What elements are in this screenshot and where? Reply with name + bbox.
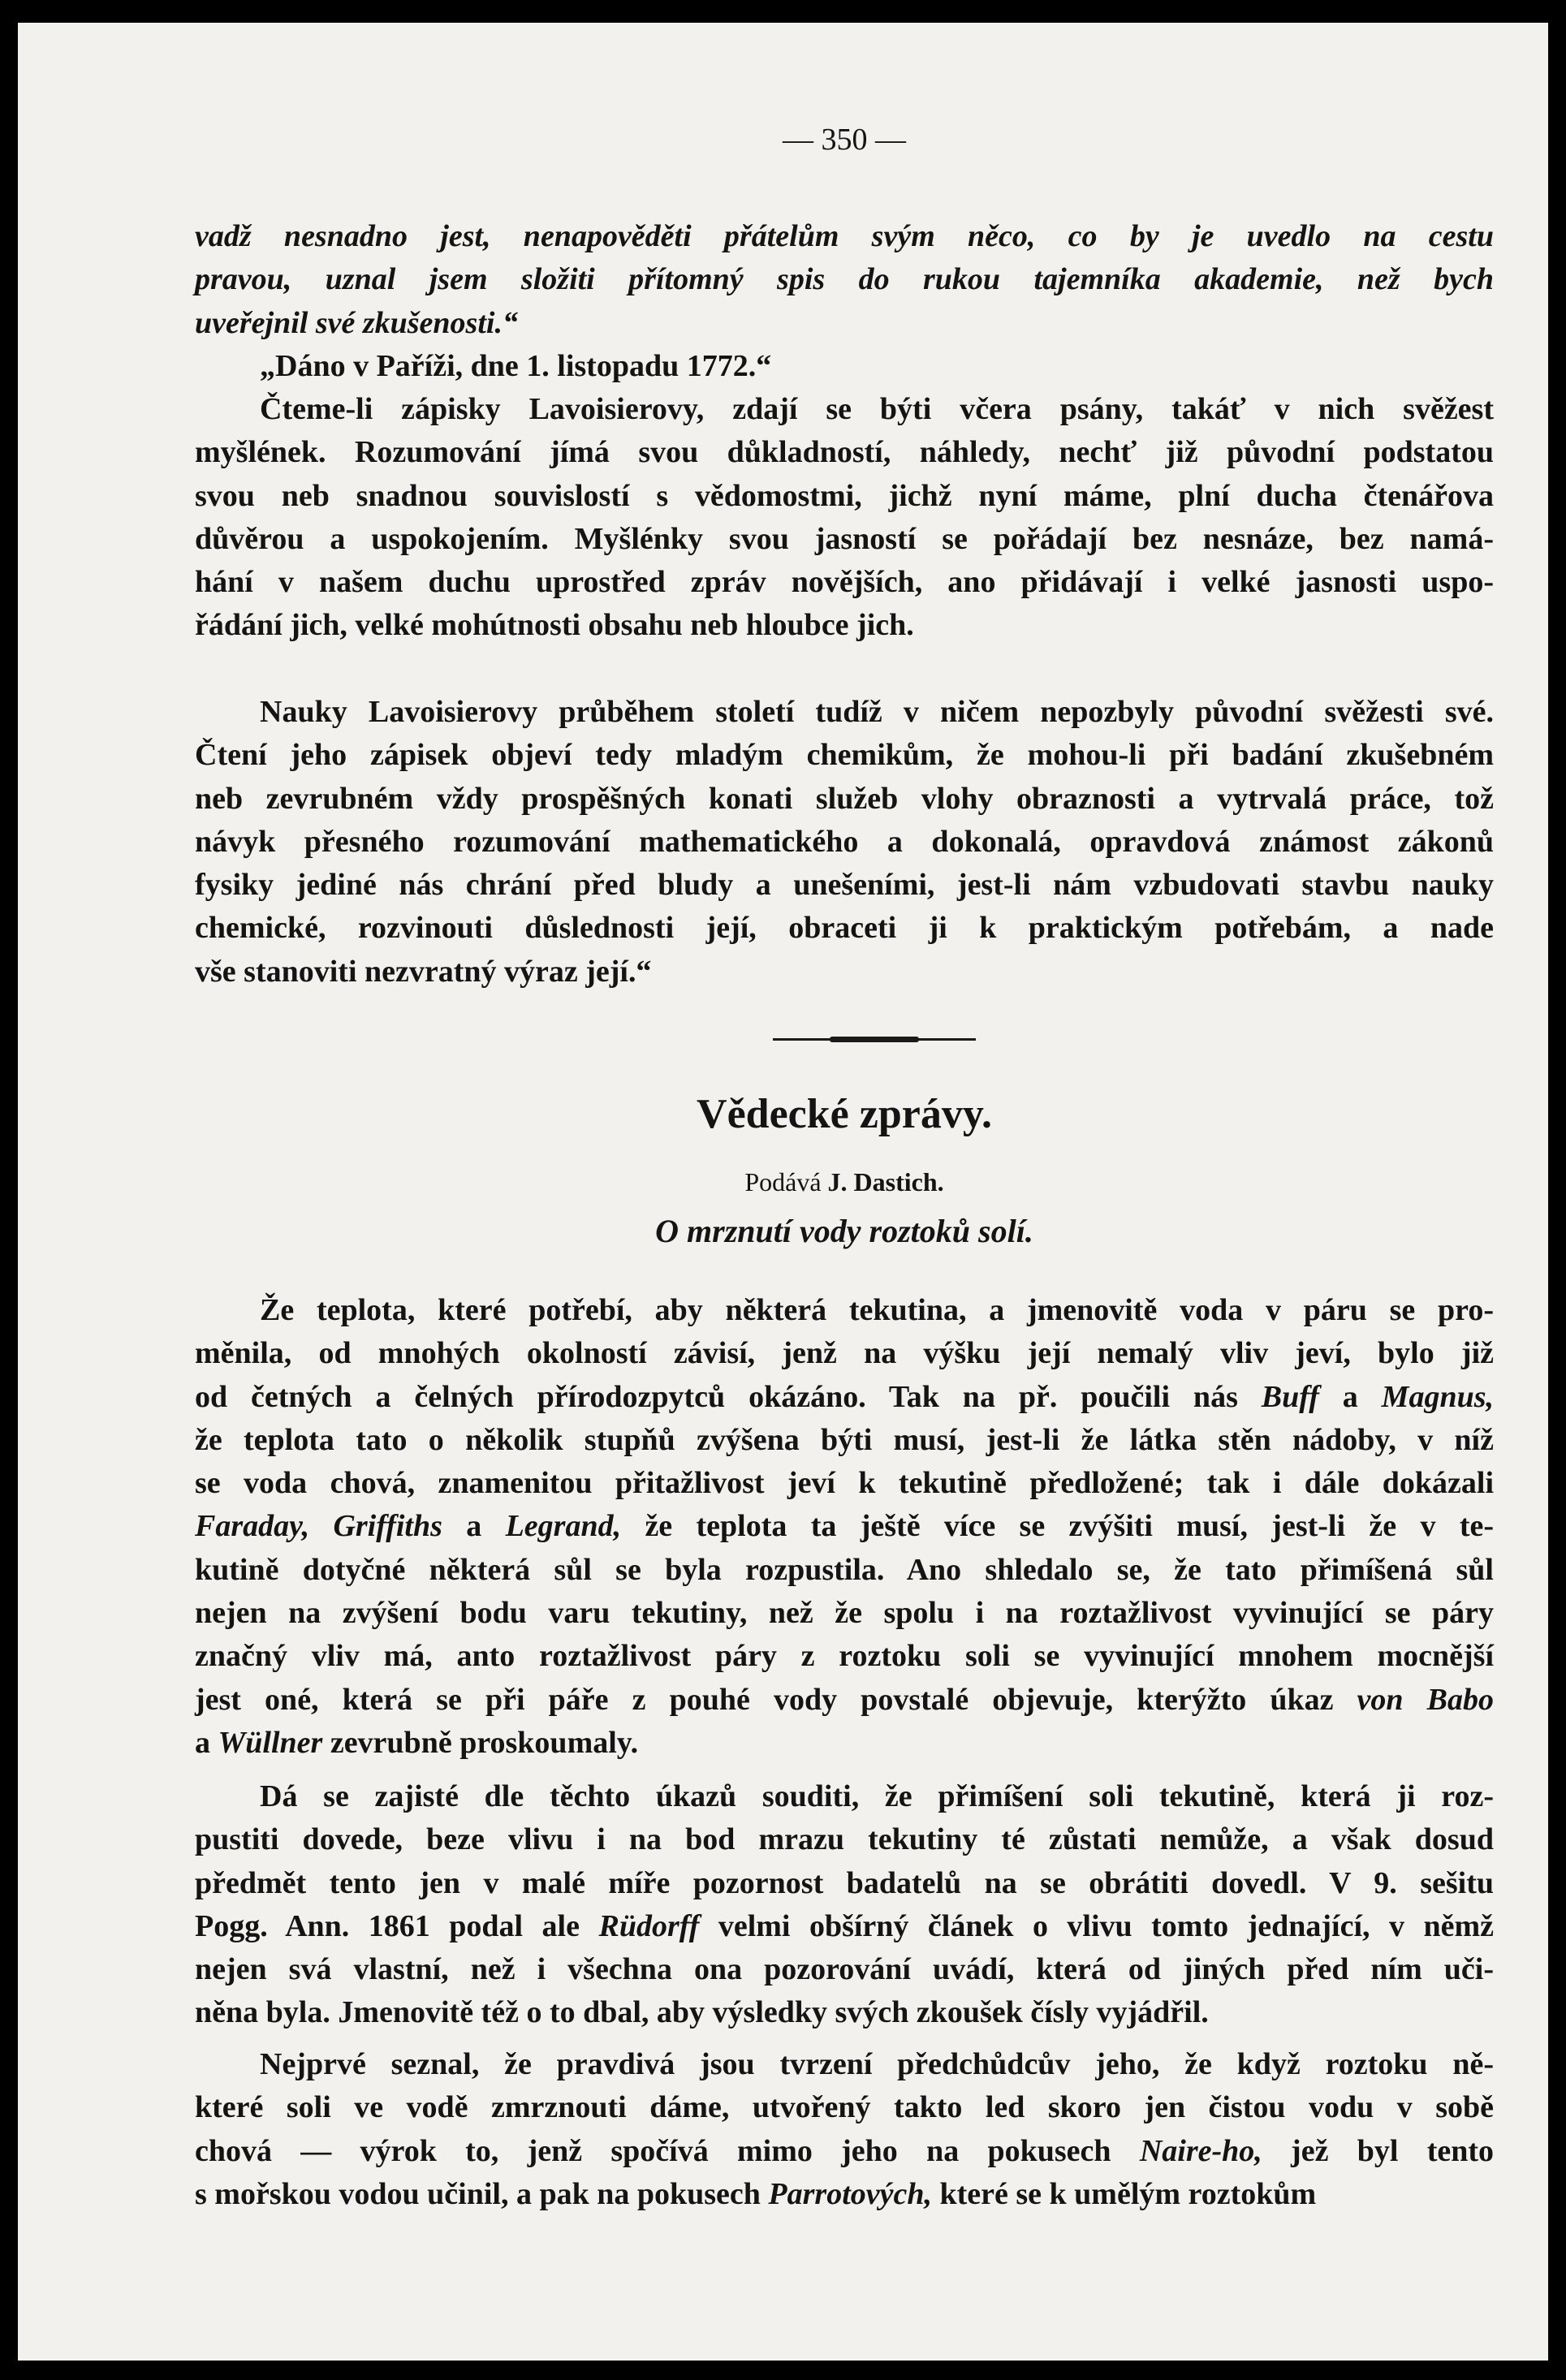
- text-line: [195, 1862, 1494, 1905]
- text-line: vadž nesnadno jest, nenapověděti přátelům svým něco, co by je uvedlo na cestu: [195, 219, 1494, 253]
- book-page: [18, 23, 1548, 2361]
- text-line: svou neb snadnou souvislostí s vědomostmi, jichž nyní máme, plní ducha čtenářova: [195, 478, 1494, 513]
- text-run: které se k umělým roztokům: [931, 2176, 1317, 2211]
- text-run: Pogg. Ann. 1861 podal ale: [195, 1908, 599, 1943]
- text-line: [195, 1905, 1494, 1948]
- text-run: s mořskou vodou učinil, a pak na pokusech: [195, 2176, 769, 2211]
- byline: [195, 1161, 1494, 1204]
- date-block: [195, 345, 1494, 388]
- date-line: „Dáno v Paříži, dne 1. listopadu 1772.“: [260, 349, 772, 383]
- text-line: [195, 1679, 1494, 1722]
- article-paragraph-3: [195, 2043, 1494, 2216]
- text-line: Čteme-li zápisky Lavoisierovy, zdají se býti včera psány, takáť v nich svěžest: [260, 392, 1494, 426]
- text-line: [195, 2086, 1494, 2129]
- text-line: [195, 2043, 1494, 2086]
- text-line: [195, 1419, 1494, 1462]
- text-line: vše stanoviti nezvratný výraz její.“: [195, 954, 652, 989]
- text-line: [195, 1818, 1494, 1861]
- text-run: že teplota ta ještě více se zvýšiti musí, jest-li že v te-: [621, 1509, 1494, 1544]
- text-line: neb zevrubném vždy prospěšných konati služeb vlohy obraznosti a vytrvalá práce, tož: [195, 781, 1494, 816]
- text-line: [195, 2130, 1494, 2173]
- text-run: pustiti dovede, beze vlivu i na bod mrazu tekutiny té zůstati nemůže, a však dosud: [195, 1822, 1494, 1857]
- article-title: O mrznutí vody roztoků solí.: [655, 1213, 1033, 1249]
- byline-author: J. Dastich.: [827, 1167, 944, 1196]
- text-run: nejen na zvýšení bodu varu tekutiny, než že spolu i na roztažlivost vyvinující se páry: [195, 1596, 1494, 1631]
- italic-name: von Babo: [1357, 1682, 1494, 1717]
- text-run: jež byl tento: [1262, 2133, 1495, 2168]
- italic-name: Parrotových,: [768, 2176, 932, 2211]
- text-run: že teplota tato o několik stupňů zvýšena býti musí, jest-li že látka stěn nádoby, v níž: [195, 1422, 1494, 1457]
- text-run: zevrubně proskoumaly.: [322, 1725, 639, 1760]
- italic-name: Buff: [1261, 1379, 1319, 1414]
- text-line: myšlének. Rozumování jímá svou důkladností, náhledy, nechť již původní podstatou: [195, 435, 1494, 470]
- text-run: kutině dotyčné některá sůl se byla rozpustila. Ano shledalo se, že tato přimíšená sůl: [195, 1552, 1494, 1587]
- article-paragraph-1: [195, 1289, 1494, 1765]
- text-run: Že teplota, které potřebí, aby některá tekutina, a jmenovitě voda v páru se pro-: [260, 1293, 1494, 1327]
- text-run: něna byla. Jmenovitě též o to dbal, aby výsledky svých zkoušek čísly vyjádřil.: [195, 1995, 1209, 2030]
- text-run: a: [1318, 1379, 1382, 1414]
- text-line: [195, 1549, 1494, 1592]
- text-line: [195, 1289, 1494, 1332]
- text-line: [195, 1332, 1494, 1375]
- text-line: Nauky Lavoisierovy průběhem století tudíž v ničem nepozbyly původní svěžesti své.: [260, 695, 1494, 729]
- page-number: — 350 —: [783, 123, 906, 157]
- text-run: značný vliv má, anto roztažlivost páry z roztoku soli se vyvinující mnohem mocnější: [195, 1639, 1494, 1674]
- text-line: [195, 1635, 1494, 1678]
- text-run: jest oné, která se při páře z pouhé vody povstalé objevuje, kterýžto úkaz: [195, 1682, 1357, 1717]
- text-run: které soli ve vodě zmrznouti dáme, utvořený takto led skoro jen čistou vodu v sobě: [195, 2090, 1494, 2125]
- text-run: velmi obšírný článek o vlivu tomto jednající, v němž: [699, 1908, 1494, 1943]
- text-run: od četných a čelných přírodozpytců okázáno. Tak na př. poučili nás: [195, 1379, 1262, 1414]
- text-line: uveřejnil své zkušenosti.“: [195, 305, 518, 340]
- text-line: fysiky jediné nás chrání před bludy a unešeními, jest-li nám vzbudovati stavbu nauky: [195, 868, 1494, 903]
- text-line: [195, 1505, 1494, 1548]
- text-line: důvěrou a uspokojením. Myšlénky svou jasností se pořádají bez nesnáze, bez namá-: [195, 521, 1494, 556]
- section-divider: [773, 1038, 976, 1041]
- text-line: chemické, rozvinouti důslednosti její, obraceti ji k praktickým potřebám, a nade: [195, 911, 1494, 946]
- italic-name: Naire-ho,: [1139, 2133, 1262, 2168]
- text-run: Nejprvé seznal, že pravdivá jsou tvrzení předchůdcův jeho, že když roztoku ně-: [260, 2047, 1494, 2081]
- italic-name: Rüdorff: [598, 1908, 700, 1943]
- closing-paragraph: [195, 691, 1494, 994]
- text-run: předmět tento jen v malé míře pozornost badatelů na se obrátiti dovedl. V 9. sešitu: [195, 1865, 1494, 1900]
- text-run: chová — výrok to, jenž spočívá mimo jeho na pokusech: [195, 2133, 1140, 2168]
- text-line: [195, 1948, 1494, 1991]
- commentary-paragraph: [195, 388, 1494, 648]
- italic-name: Magnus,: [1381, 1379, 1495, 1414]
- section-title: Vědecké zprávy.: [697, 1091, 992, 1137]
- text-run: Dá se zajisté dle těchto úkazů souditi, že přimíšení soli tekutině, která ji roz-: [260, 1779, 1494, 1813]
- text-line: návyk přesného rozumování mathematického a dokonalá, opravdová známost zákonů: [195, 824, 1494, 859]
- text-line: [195, 1592, 1494, 1635]
- text-line: [195, 1462, 1494, 1505]
- italic-name: Faraday, Griffiths: [195, 1509, 442, 1544]
- text-line: [195, 1722, 1494, 1765]
- italic-quote-block: [195, 215, 1494, 345]
- text-line: [195, 1991, 1494, 2034]
- article-paragraph-2: [195, 1775, 1494, 2035]
- text-run: nejen svá vlastní, než i všechna ona pozorování uvádí, která od jiných před ním uči-: [195, 1952, 1494, 1987]
- text-line: [195, 1376, 1494, 1419]
- text-run: a: [195, 1725, 218, 1760]
- text-line: pravou, uznal jsem složiti přítomný spis do rukou tajemníka akademie, než bych: [195, 262, 1494, 297]
- italic-name: Wüllner: [218, 1725, 323, 1760]
- text-run: se voda chová, znamenitou přitažlivost jeví k tekutině předložené; tak i dále dokázali: [195, 1466, 1494, 1501]
- text-run: měnila, od mnohých okolností závisí, jenž na výšku její nemalý vliv jeví, bylo již: [195, 1336, 1494, 1371]
- text-line: Čtení jeho zápisek objeví tedy mladým chemikům, že mohou-li při badání zkušebném: [195, 738, 1494, 773]
- text-run: a: [442, 1509, 506, 1544]
- text-line: řádání jich, velké mohútnosti obsahu neb hloubce jich.: [195, 608, 914, 643]
- text-line: [195, 2173, 1494, 2216]
- text-line: [195, 1775, 1494, 1818]
- text-line: hání v našem duchu uprostřed zpráv novějších, ano přidávají i velké jasnosti uspo-: [195, 565, 1494, 600]
- byline-prefix: Podává: [744, 1167, 822, 1196]
- italic-name: Legrand,: [505, 1509, 622, 1544]
